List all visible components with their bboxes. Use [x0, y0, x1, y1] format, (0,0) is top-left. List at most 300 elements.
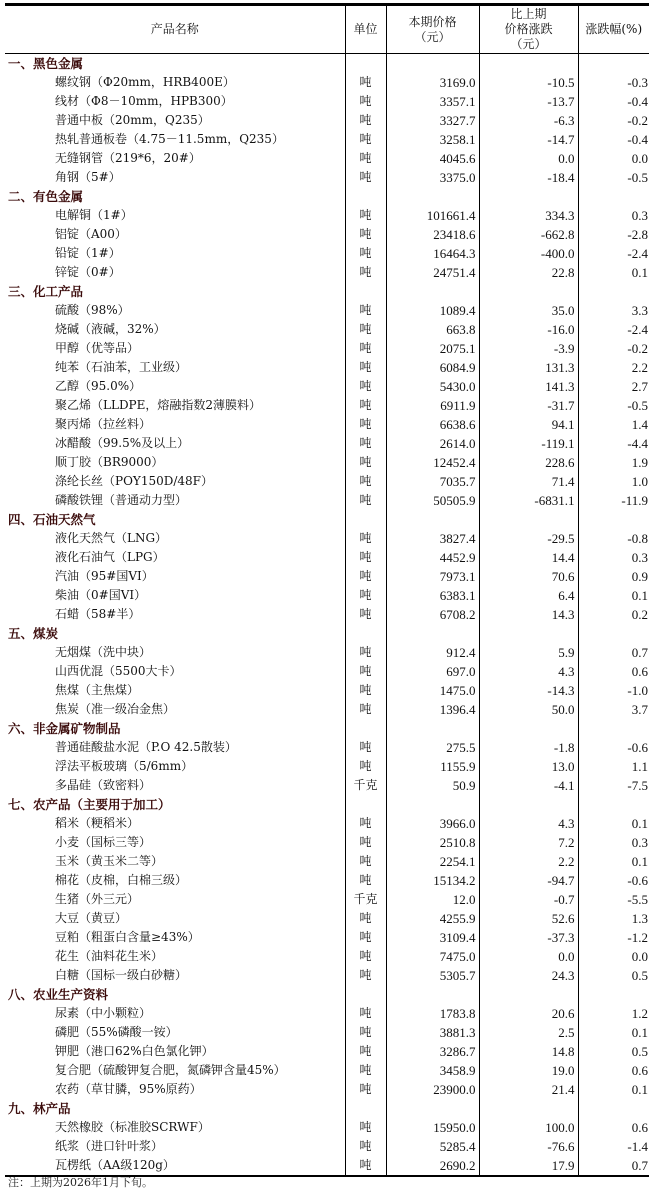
unit: 吨	[345, 453, 386, 472]
table-body	[5, 54, 649, 1177]
product-name: 无缝钢管（219*6，20#）	[55, 151, 201, 165]
table-row	[5, 263, 649, 282]
unit: 吨	[345, 700, 386, 719]
table-row	[5, 890, 649, 909]
table-row	[5, 700, 649, 719]
empty-cell	[345, 282, 386, 301]
product-name: 农药（草甘膦，95%原药）	[55, 1082, 202, 1096]
unit: 吨	[345, 1137, 386, 1156]
unit: 吨	[345, 947, 386, 966]
unit: 吨	[345, 92, 386, 111]
product-name: 角钢（5#）	[55, 170, 121, 184]
table-row	[5, 1137, 649, 1156]
price-change: 6.4	[479, 586, 578, 605]
price-change: 13.0	[479, 757, 578, 776]
unit: 吨	[345, 320, 386, 339]
table-row	[5, 130, 649, 149]
current-price: 6383.1	[386, 586, 479, 605]
current-price: 7973.1	[386, 567, 479, 586]
empty-cell	[578, 187, 649, 206]
product-name: 生猪（外三元）	[55, 892, 140, 906]
table-row	[5, 73, 649, 92]
change-pct: 1.4	[578, 415, 649, 434]
product-name: 顺丁胶（BR9000）	[55, 455, 164, 469]
table-row	[5, 1023, 649, 1042]
product-name: 石蜡（58#半）	[55, 607, 141, 621]
change-pct: 0.3	[578, 833, 649, 852]
header-row	[5, 5, 649, 54]
product-name: 钾肥（港口62%白色氯化钾）	[55, 1044, 214, 1058]
change-pct: -2.8	[578, 225, 649, 244]
price-change: -29.5	[479, 529, 578, 548]
change-pct: -11.9	[578, 491, 649, 510]
category-row	[5, 1099, 649, 1118]
category-row	[5, 510, 649, 529]
change-pct: 0.1	[578, 1023, 649, 1042]
empty-cell	[479, 510, 578, 529]
header-price: 本期价格 （元）	[386, 5, 479, 54]
empty-cell	[345, 510, 386, 529]
current-price: 3357.1	[386, 92, 479, 111]
change-pct: 3.7	[578, 700, 649, 719]
current-price: 3827.4	[386, 529, 479, 548]
table-row	[5, 358, 649, 377]
table-row	[5, 605, 649, 624]
table-row	[5, 453, 649, 472]
product-name: 棉花（皮棉，白棉三级）	[55, 873, 188, 887]
product-name: 浮法平板玻璃（5/6mm）	[55, 759, 194, 773]
current-price: 7035.7	[386, 472, 479, 491]
price-change: -662.8	[479, 225, 578, 244]
change-pct: -7.5	[578, 776, 649, 795]
change-pct: 0.9	[578, 567, 649, 586]
change-pct: 0.3	[578, 548, 649, 567]
product-name: 稻米（粳稻米）	[55, 816, 140, 830]
current-price: 1396.4	[386, 700, 479, 719]
current-price: 697.0	[386, 662, 479, 681]
empty-cell	[345, 719, 386, 738]
table-row	[5, 1042, 649, 1061]
current-price: 663.8	[386, 320, 479, 339]
product-name: 纯苯（石油苯，工业级）	[55, 360, 188, 374]
unit: 吨	[345, 966, 386, 985]
footnote: 注：上期为2026年1月下旬。	[8, 1176, 153, 1189]
unit: 吨	[345, 130, 386, 149]
change-pct: -1.4	[578, 1137, 649, 1156]
current-price: 12452.4	[386, 453, 479, 472]
price-change: -0.7	[479, 890, 578, 909]
empty-cell	[578, 282, 649, 301]
price-change: -37.3	[479, 928, 578, 947]
change-pct: 1.3	[578, 909, 649, 928]
price-change: -94.7	[479, 871, 578, 890]
change-pct: -1.2	[578, 928, 649, 947]
empty-cell	[345, 54, 386, 74]
change-pct: -0.8	[578, 529, 649, 548]
unit: 吨	[345, 1156, 386, 1176]
current-price: 7475.0	[386, 947, 479, 966]
empty-cell	[578, 1099, 649, 1118]
current-price: 15950.0	[386, 1118, 479, 1137]
change-pct: 0.1	[578, 263, 649, 282]
product-name: 烧碱（液碱，32%）	[55, 322, 166, 336]
change-pct: 0.6	[578, 1118, 649, 1137]
change-pct: 2.7	[578, 377, 649, 396]
price-change: 0.0	[479, 149, 578, 168]
empty-cell	[479, 795, 578, 814]
current-price: 3966.0	[386, 814, 479, 833]
price-change: 131.3	[479, 358, 578, 377]
product-name: 多晶硅（致密料）	[55, 778, 152, 792]
price-change: -14.7	[479, 130, 578, 149]
unit: 吨	[345, 73, 386, 92]
price-change: -1.8	[479, 738, 578, 757]
price-change: 2.5	[479, 1023, 578, 1042]
price-change: 5.9	[479, 643, 578, 662]
table-row	[5, 320, 649, 339]
price-change: 50.0	[479, 700, 578, 719]
change-pct: 0.7	[578, 1156, 649, 1176]
price-table	[5, 3, 649, 1177]
table-row	[5, 206, 649, 225]
unit: 吨	[345, 567, 386, 586]
change-pct: 0.0	[578, 947, 649, 966]
empty-cell	[578, 795, 649, 814]
change-pct: 0.5	[578, 1042, 649, 1061]
unit: 吨	[345, 149, 386, 168]
price-change: -119.1	[479, 434, 578, 453]
current-price: 2254.1	[386, 852, 479, 871]
product-name: 甲醇（优等品）	[55, 341, 140, 355]
empty-cell	[345, 624, 386, 643]
unit: 吨	[345, 491, 386, 510]
empty-cell	[386, 187, 479, 206]
empty-cell	[578, 510, 649, 529]
product-name: 汽油（95#国VI）	[55, 569, 154, 583]
current-price: 16464.3	[386, 244, 479, 263]
empty-cell	[479, 282, 578, 301]
category-title: 七、农产品（主要用于加工）	[8, 797, 171, 812]
price-change: 334.3	[479, 206, 578, 225]
table-row	[5, 643, 649, 662]
current-price: 1089.4	[386, 301, 479, 320]
header-unit: 单位	[345, 5, 386, 54]
change-pct: 0.2	[578, 605, 649, 624]
change-pct: 0.0	[578, 149, 649, 168]
unit: 千克	[345, 776, 386, 795]
table-row	[5, 738, 649, 757]
product-name: 花生（油料花生米）	[55, 949, 164, 963]
unit: 吨	[345, 928, 386, 947]
empty-cell	[386, 624, 479, 643]
unit: 吨	[345, 909, 386, 928]
table-row	[5, 339, 649, 358]
current-price: 3375.0	[386, 168, 479, 187]
product-name: 普通中板（20mm，Q235）	[55, 113, 210, 127]
unit: 吨	[345, 206, 386, 225]
price-change: -4.1	[479, 776, 578, 795]
empty-cell	[479, 624, 578, 643]
table-row	[5, 244, 649, 263]
table-row	[5, 472, 649, 491]
empty-cell	[578, 54, 649, 74]
price-change: 4.3	[479, 814, 578, 833]
product-name: 液化天然气（LNG）	[55, 531, 168, 545]
table-row	[5, 928, 649, 947]
current-price: 6911.9	[386, 396, 479, 415]
product-name: 白糖（国标一级白砂糖）	[55, 968, 188, 982]
product-name: 乙醇（95.0%）	[55, 379, 142, 393]
price-change: 22.8	[479, 263, 578, 282]
category-title: 三、化工产品	[8, 284, 84, 299]
product-name: 磷酸铁锂（普通动力型）	[55, 493, 188, 507]
header-change: 比上期 价格涨跌 （元）	[479, 5, 578, 54]
table-row	[5, 529, 649, 548]
unit: 吨	[345, 833, 386, 852]
change-pct: 1.2	[578, 1004, 649, 1023]
table-row	[5, 415, 649, 434]
current-price: 2510.8	[386, 833, 479, 852]
change-pct: 0.1	[578, 852, 649, 871]
current-price: 50.9	[386, 776, 479, 795]
price-change: 14.8	[479, 1042, 578, 1061]
table-row	[5, 491, 649, 510]
empty-cell	[386, 510, 479, 529]
category-title: 六、非金属矿物制品	[8, 721, 121, 736]
current-price: 6638.6	[386, 415, 479, 434]
product-name: 焦煤（主焦煤）	[55, 683, 140, 697]
product-name: 天然橡胶（标准胶SCRWF）	[55, 1120, 210, 1134]
current-price: 3286.7	[386, 1042, 479, 1061]
change-pct: 0.3	[578, 206, 649, 225]
product-name: 瓦楞纸（AA级120g）	[5, 1156, 345, 1176]
table-row	[5, 1156, 649, 1176]
product-name: 涤纶长丝（POY150D/48F）	[55, 474, 213, 488]
price-change: 20.6	[479, 1004, 578, 1023]
current-price: 3258.1	[386, 130, 479, 149]
unit: 吨	[345, 377, 386, 396]
price-change: -18.4	[479, 168, 578, 187]
current-price: 5430.0	[386, 377, 479, 396]
unit: 吨	[345, 738, 386, 757]
category-title: 五、煤炭	[8, 626, 59, 641]
price-change: 35.0	[479, 301, 578, 320]
current-price: 1475.0	[386, 681, 479, 700]
table-row	[5, 1061, 649, 1080]
unit: 吨	[345, 529, 386, 548]
product-name: 尿素（中小颗粒）	[55, 1006, 152, 1020]
unit: 吨	[345, 1118, 386, 1137]
current-price: 3169.0	[386, 73, 479, 92]
product-name: 焦炭（准一级冶金焦）	[55, 702, 176, 716]
current-price: 1155.9	[386, 757, 479, 776]
category-row	[5, 282, 649, 301]
change-pct: 2.2	[578, 358, 649, 377]
unit: 吨	[345, 111, 386, 130]
table-row	[5, 1080, 649, 1099]
price-change: -6831.1	[479, 491, 578, 510]
change-pct: -0.2	[578, 111, 649, 130]
current-price: 23418.6	[386, 225, 479, 244]
category-row	[5, 795, 649, 814]
change-pct: -0.3	[578, 73, 649, 92]
table-row	[5, 833, 649, 852]
table-row	[5, 301, 649, 320]
current-price: 4045.6	[386, 149, 479, 168]
price-change: 94.1	[479, 415, 578, 434]
unit: 吨	[345, 301, 386, 320]
empty-cell	[479, 187, 578, 206]
category-row	[5, 187, 649, 206]
price-change: 14.4	[479, 548, 578, 567]
price-change: 4.3	[479, 662, 578, 681]
table-row	[5, 225, 649, 244]
table-row	[5, 681, 649, 700]
table-row	[5, 776, 649, 795]
empty-cell	[345, 187, 386, 206]
product-name: 豆粕（粗蛋白含量≥43%）	[55, 930, 200, 944]
price-change: 19.0	[479, 1061, 578, 1080]
product-name: 磷肥（55%磷酸一铵）	[55, 1025, 178, 1039]
category-title: 八、农业生产资料	[8, 987, 109, 1002]
product-name: 普通硅酸盐水泥（P.O 42.5散装）	[55, 740, 237, 754]
product-name: 柴油（0#国VI）	[55, 588, 147, 602]
change-pct: 0.1	[578, 814, 649, 833]
product-name: 冰醋酸（99.5%及以上）	[55, 436, 190, 450]
change-pct: -0.5	[578, 168, 649, 187]
change-pct: -0.5	[578, 396, 649, 415]
table-row	[5, 757, 649, 776]
change-pct: 0.5	[578, 966, 649, 985]
unit: 吨	[345, 472, 386, 491]
price-change: 100.0	[479, 1118, 578, 1137]
current-price: 3458.9	[386, 1061, 479, 1080]
price-change: 24.3	[479, 966, 578, 985]
category-row	[5, 719, 649, 738]
unit: 吨	[345, 605, 386, 624]
current-price: 101661.4	[386, 206, 479, 225]
table-row	[5, 168, 649, 187]
current-price: 4255.9	[386, 909, 479, 928]
price-change: 71.4	[479, 472, 578, 491]
unit: 吨	[345, 643, 386, 662]
empty-cell	[479, 1099, 578, 1118]
change-pct: -2.4	[578, 244, 649, 263]
price-change: -3.9	[479, 339, 578, 358]
current-price: 24751.4	[386, 263, 479, 282]
current-price: 275.5	[386, 738, 479, 757]
product-name: 线材（Φ8－10mm，HPB300）	[55, 94, 233, 108]
current-price: 5285.4	[386, 1137, 479, 1156]
empty-cell	[479, 54, 578, 74]
empty-cell	[345, 1099, 386, 1118]
empty-cell	[479, 985, 578, 1004]
current-price: 6084.9	[386, 358, 479, 377]
product-name: 铅锭（1#）	[55, 246, 121, 260]
product-name: 铝锭（A00）	[55, 227, 127, 241]
unit: 吨	[345, 396, 386, 415]
product-name: 大豆（黄豆）	[55, 911, 128, 925]
change-pct: -0.6	[578, 871, 649, 890]
unit: 吨	[345, 434, 386, 453]
change-pct: -0.4	[578, 130, 649, 149]
product-name: 液化石油气（LPG）	[55, 550, 165, 564]
price-change: -10.5	[479, 73, 578, 92]
current-price: 2614.0	[386, 434, 479, 453]
table-row	[5, 909, 649, 928]
table-row	[5, 1004, 649, 1023]
change-pct: 1.0	[578, 472, 649, 491]
price-change: 70.6	[479, 567, 578, 586]
empty-cell	[386, 719, 479, 738]
price-change: 14.3	[479, 605, 578, 624]
change-pct: 0.6	[578, 1061, 649, 1080]
unit: 吨	[345, 586, 386, 605]
product-name: 电解铜（1#）	[55, 208, 133, 222]
empty-cell	[386, 985, 479, 1004]
category-title: 二、有色金属	[8, 189, 84, 204]
product-name: 小麦（国标三等）	[55, 835, 152, 849]
unit: 吨	[345, 263, 386, 282]
table-row	[5, 586, 649, 605]
empty-cell	[386, 282, 479, 301]
price-change: -14.3	[479, 681, 578, 700]
price-change: -400.0	[479, 244, 578, 263]
table-row	[5, 92, 649, 111]
table-row	[5, 852, 649, 871]
empty-cell	[345, 985, 386, 1004]
unit: 吨	[345, 244, 386, 263]
header-change-pct: 涨跌幅(%)	[578, 5, 649, 54]
product-name: 聚乙烯（LLDPE，熔融指数2薄膜料）	[55, 398, 262, 412]
price-change: 52.6	[479, 909, 578, 928]
price-change: -31.7	[479, 396, 578, 415]
unit: 吨	[345, 1042, 386, 1061]
unit: 吨	[345, 681, 386, 700]
price-change: 228.6	[479, 453, 578, 472]
table-row	[5, 111, 649, 130]
unit: 吨	[345, 1004, 386, 1023]
current-price: 1783.8	[386, 1004, 479, 1023]
change-pct: 0.1	[578, 1080, 649, 1099]
unit: 吨	[345, 548, 386, 567]
table-row	[5, 1118, 649, 1137]
price-change: -13.7	[479, 92, 578, 111]
table-row	[5, 567, 649, 586]
price-change: 21.4	[479, 1080, 578, 1099]
unit: 千克	[345, 890, 386, 909]
change-pct: 1.1	[578, 757, 649, 776]
product-name: 硫酸（98%）	[55, 303, 130, 317]
current-price: 912.4	[386, 643, 479, 662]
empty-cell	[578, 985, 649, 1004]
current-price: 5305.7	[386, 966, 479, 985]
product-name: 锌锭（0#）	[55, 265, 121, 279]
unit: 吨	[345, 358, 386, 377]
current-price: 4452.9	[386, 548, 479, 567]
price-change: -6.3	[479, 111, 578, 130]
price-change: 141.3	[479, 377, 578, 396]
empty-cell	[386, 1099, 479, 1118]
category-title: 四、石油天然气	[8, 512, 96, 527]
current-price: 3881.3	[386, 1023, 479, 1042]
current-price: 2075.1	[386, 339, 479, 358]
header-product-name: 产品名称	[5, 5, 345, 54]
table-row	[5, 947, 649, 966]
current-price: 2690.2	[386, 1156, 479, 1176]
price-change: -76.6	[479, 1137, 578, 1156]
change-pct: 0.6	[578, 662, 649, 681]
